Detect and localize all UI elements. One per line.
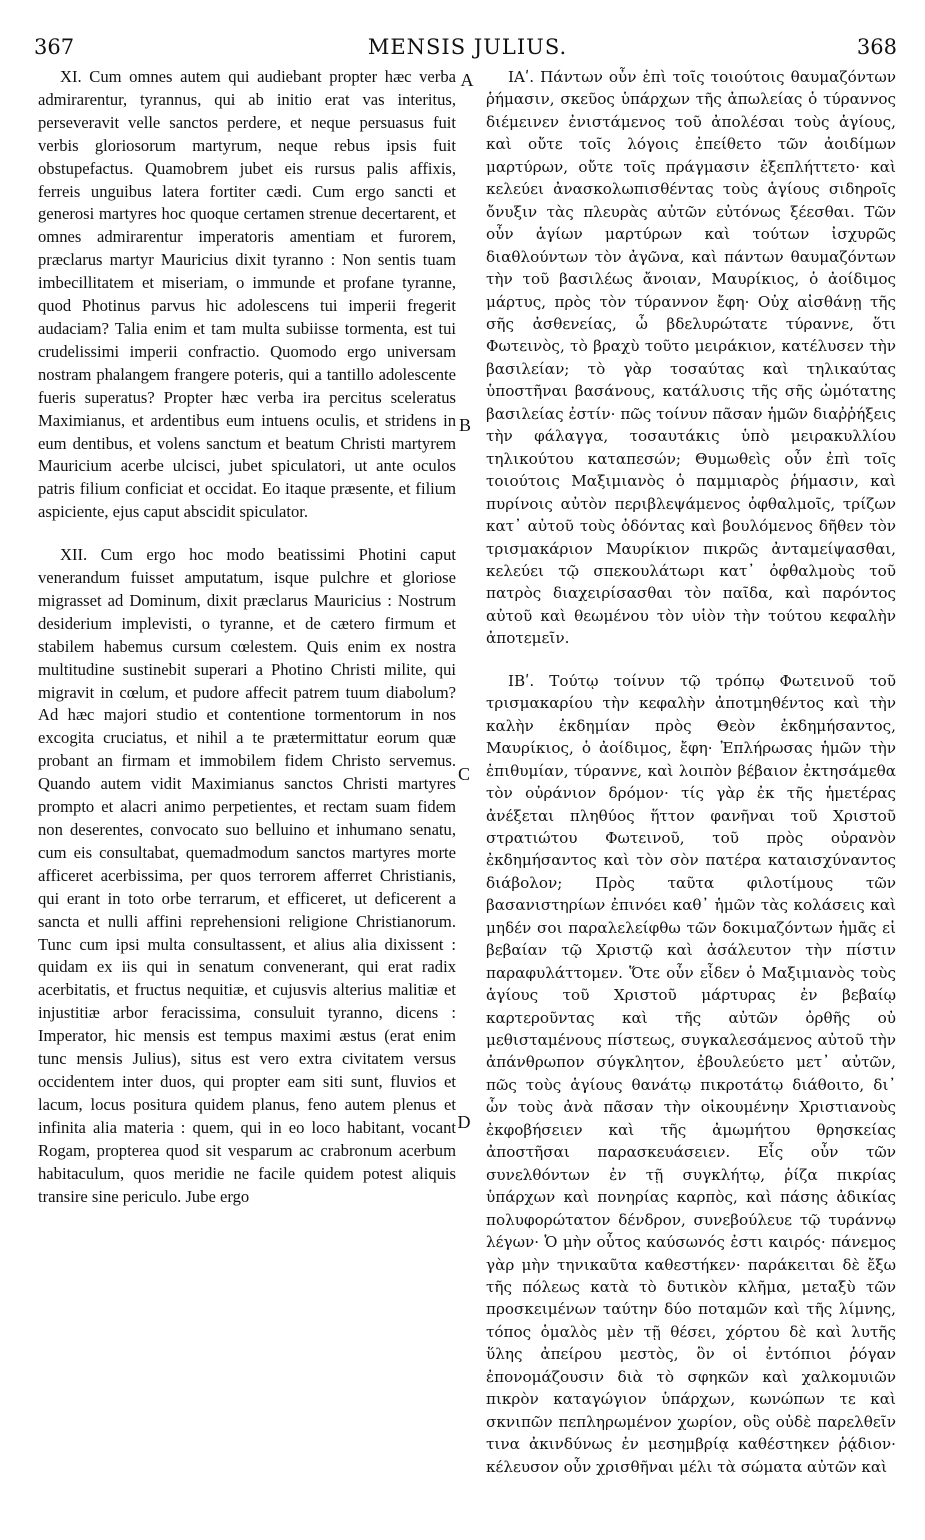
latin-paragraph-11: XI. Cum omnes autem qui audiebant propter hæc verba admirarentur, tyrannus, qui ab initio erat vas interitus, perseveravit velle sanctos perdere, et neque persuasus fuit verbis gloriosorum martyrum, neque rebus ipsis fuit obstupefactus. Quamobrem jubet eis rursus palis affixis, ferreis unguibus latera fortiter cædi. Cum ergo sancti et generosi martyres hoc quoque certamen strenue decertarent, et omnes admirarentur imperatoris amentiam et furorem, præclarus martyr Mauricius dixit tyranno : Non sentis tuam imbecillitatem et miseriam, o immunde et profane tyranne, quod Photinus parvus hic adolescens tui imperii fregerit audaciam? Talia enim et tam multa subiisse tormenta, est tui crudelissimi imperii confractio. Quomodo ergo universam nostram phalangem frangere poteris, qui a tantillo adolescente fueris superatus? Propter hæc verba ira percitus sceleratus Maximianus, et ardentibus eum intuens oculis, et stridens in eum dentibus, et volens sanctum et beatum Christi martyrem Mauricium acerbe ulcisci, jubet spiculatori, ut ante oculos patris filium conficiat et occidat. Eo itaque præsente, et filium aspiciente, ejus caput abscidit spiculator. — [38, 67, 456, 522]
greek-paragraph-11: ΙΑʹ. Πάντων οὖν ἐπὶ τοῖς τοιούτοις θαυμαζόντων ῥήμασιν, σκεῦος ὑπάρχων τῆς ἀπωλείας ὁ τύραννος διέμεινεν ἐνιστάμενος τοῦ ἀπολέσαι τοὺς ἁγίους, καὶ οὔτε τοῖς λόγοις ἐπείθετο τῶν ἀοιδίμων μαρτύρων, οὔτε τοῖς πράγμασιν ἐξεπλήττετο· καὶ κελεύει ἀνασκολωπισθέντας τοὺς ἁγίους σιδηροῖς ὄνυξιν τὰς πλευρὰς αὐτῶν εὐτόνως ξέεσθαι. Τῶν οὖν ἁγίων μαρτύρων καὶ τούτων ἰσχυρῶς διαθλούντων τὸν ἀγῶνα, καὶ πάντων θαυμαζόντων τὴν τοῦ βασιλέως ἄνοιαν, Μαυρίκιος, ὁ ἀοίδιμος μάρτυς, πρὸς τὸν τύραννον ἔφη· Οὐχ αἰσθάνῃ τῆς σῆς ἀσθενείας, ὦ βδελυρώτατε τύραννε, ὅτι Φωτεινὸς, τὸ βραχὺ τοῦτο μειράκιον, κατέλυσεν τὴν βασιλείαν; τὸ γὰρ τοσαύτας καὶ τηλικαύτας ὑποστῆναι βασάνους, κατάλυσις τῆς σῆς ὠμότατης βασιλείας ἐστίν· πῶς τοίνυν πᾶσαν ἡμῶν διαῤῥήξεις τὴν φάλαγγα, τοσαυτάκις ὑπὸ μειρακυλλίου τηλικούτου καταπεσών; Θυμωθεὶς οὖν ἐπὶ τοῖς τοιούτοις Μαξιμιανὸς ὁ παμμιαρὸς ῥήμασιν, καὶ πυρίνοις αὐτὸν περιβλεψάμενος ὀφθαλμοῖς, τρίζων κατ᾿ αὐτοῦ τοὺς ὀδόντας καὶ βουλόμενος δῆθεν τὸν τρισμακάριον Μαυρίκιον πικρῶς ἀνταμείψασθαι, κελεύει τῷ σπεκουλάτωρι κατ᾿ ὀφθαλμοὺς τοῦ πατρὸς διαχειρίσασθαι τὸν παῖδα, καὶ παρόντος αὐτοῦ καὶ θεωμένου τὸν υἱὸν τὴν τούτου κεφαλὴν ἀποτεμεῖν. — [486, 68, 896, 648]
latin-paragraph-12: XII. Cum ergo hoc modo beatissimi Photini caput venerandum fuisset amputatum, isque pulchre et gloriose migrasset ad Dominum, dixit præclarus Mauricius : Nostrum desiderium implevisti, o tyranne, et de cætero firmum et stabilem habemus cursum cœlestem. Quis enim ex nostra multitudine sustinebit superari a Photino Christi milite, qui migravit in cœlum, et pudore affecit patrem tuum diabolum? Ad hæc majori studio et contentione tormentorum in nos excogita cruciatus, et nihil a te prætermittatur eorum quæ probant an firmam et immobilem fidem Christo servemus. Quando autem vidit Maximianus sanctos Christi martyres prompto et alacri animo perpetientes, et rectam suam fidem non deserentes, convocato suo belluino et inhumano senatu, cum eis consultabat, quemadmodum sanctos martyres morte afficeret acerbissima, per quos terrorem afferret Christianis, qui erant in toto orbe terrarum, et efficeret, ut deficerent a sancta et nulli affini reprehensioni religione Christianorum. Tunc cum ipsi multa consultassent, et alius alia dixissent : quidam ex iis qui in senatum convenerant, qui erat radix acerbitatis, et fructus nequitiæ, et cujusvis alterius malitiæ et injustitiæ arbor feracissima, consuluit tyranno, dicens : Imperator, hic mensis est tempus maximi æstus (erat enim tunc mensis Julius), situs est vero extra civitatem versus occidentem inter duos, qui propter eam siti sunt, fluvios et lacum, locus positura quidem planus, feno autem plenus et infinita alia materia : quem, qui in eo loco habitant, vocant Rogam, propterea quod sit vesparum ac crabronum acerbum habitaculum, quos meridie ne facile quidem potest aliquis transire sine periculo. Jube ergo — [38, 545, 456, 1206]
margin-marker-c: C — [457, 764, 470, 784]
greek-column — [486, 66, 896, 1526]
margin-marker-b: B — [458, 415, 471, 435]
page-number-right: 368 — [856, 35, 897, 59]
greek-paragraph-12: ΙΒʹ. Τούτῳ τοίνυν τῷ τρόπῳ Φωτεινοῦ τοῦ τρισμακαρίου τὴν κεφαλὴν ἀποτμηθέντος καὶ τὴν καλὴν ἐκδημίαν πρὸς Θεὸν ἐκδημήσαντος, Μαυρίκιος, ὁ ἀοίδιμος, ἔφη· Ἐπλήρωσας ἡμῶν τὴν ἐπιθυμίαν, τύραννε, καὶ λοιπὸν βέβαιον ἐκτησάμεθα τὸν οὐράνιον δρόμον· τίς γὰρ ἐκ τῆς ἡμετέρας ἀνέξεται πληθύος ἥττον φανῆναι τοῦ Χριστοῦ στρατιώτου Φωτεινοῦ, τοῦ πρὸς οὐρανὸν ἐκδημήσαντος καὶ τὸν σὸν πατέρα καταισχύναντος διάβολον; Πρὸς ταῦτα φιλοτίμους τῶν βασανιστηρίων ἐπινόει καθ᾿ ἡμῶν τὰς κολάσεις καὶ μηδέν σοι παραλελείφθω τῶν δοκιμαζόντων ἡμᾶς εἰ βεβαίαν τῷ Χριστῷ καὶ ἀσάλευτον τὴν πίστιν παραφυλάττομεν. Ὅτε οὖν εἶδεν ὁ Μαξιμιανὸς τοὺς ἁγίους τοῦ Χριστοῦ μάρτυρας ἐν βεβαίῳ καρτεροῦντας καὶ τῆς αὐτῶν ὀρθῆς οὐ μεθισταμένους πίστεως, συγκαλεσάμενος αὐτοῦ τὴν ἀπάνθρωπον σύγκλητον, ἐβουλεύετο μετ᾿ αὐτῶν, πῶς τοὺς ἁγίους θανάτῳ πικροτάτῳ διάθοιτο, δι᾿ ὧν τοὺς ἀνὰ πᾶσαν τὴν οἰκουμένην Χριστιανοὺς ἐκφοβήσειεν καὶ τῆς ἀμωμήτου θρησκείας ἀποστῆσαι παρασκευάσειεν. Εἷς οὖν τῶν συνελθόντων ἐν τῇ συγκλήτῳ, ῥίζα πικρίας ὑπάρχων καὶ πονηρίας καρπὸς, καὶ πάσης ἀδικίας πολυφορώτατον δένδρον, συνεβούλευε τῷ τυράννῳ λέγων· Ὁ μὴν οὗτος καύσωνός ἐστι καιρός· πάνεμος γὰρ μὴν τηνικαῦτα καθεστήκεν· παράκειται δὲ ἔξω τῆς πόλεως κατὰ τὸ δυτικὸν κλῆμα, μεταξὺ τῶν προσκειμένων ταύτην δύο ποταμῶν καὶ τῆς λίμνης, τόπος ὁμαλὸς μὲν τῇ θέσει, χόρτου δὲ καὶ λυτῆς ὕλης ἀπείρου μεστὸς, ὃν οἱ ἐντόπιοι ῥόγαν ἐπονομάζουσιν διὰ τὸ σφηκῶν καὶ χαλκομυιῶν πικρὸν καταγώγιον ὑπάρχων, κωνώπων τε καὶ σκνιπῶν πεπληρωμένον χωρίον, οὓς οὐδὲ παρελθεῖν τινα ἀκινδύνως ἐν μεσημβρίᾳ καθέστηκεν ῥᾴδιον· κέλευσον οὖν χρισθῆναι μέλι τὰ σώματα αὐτῶν καὶ — [486, 671, 896, 1476]
margin-marker-d: D — [457, 1112, 471, 1132]
running-title: MENSIS JULIUS. — [367, 35, 568, 59]
margin-marker-a: A — [460, 70, 474, 90]
page-number-left: 367 — [34, 35, 75, 59]
page-header — [30, 32, 905, 62]
latin-column — [38, 66, 456, 1526]
